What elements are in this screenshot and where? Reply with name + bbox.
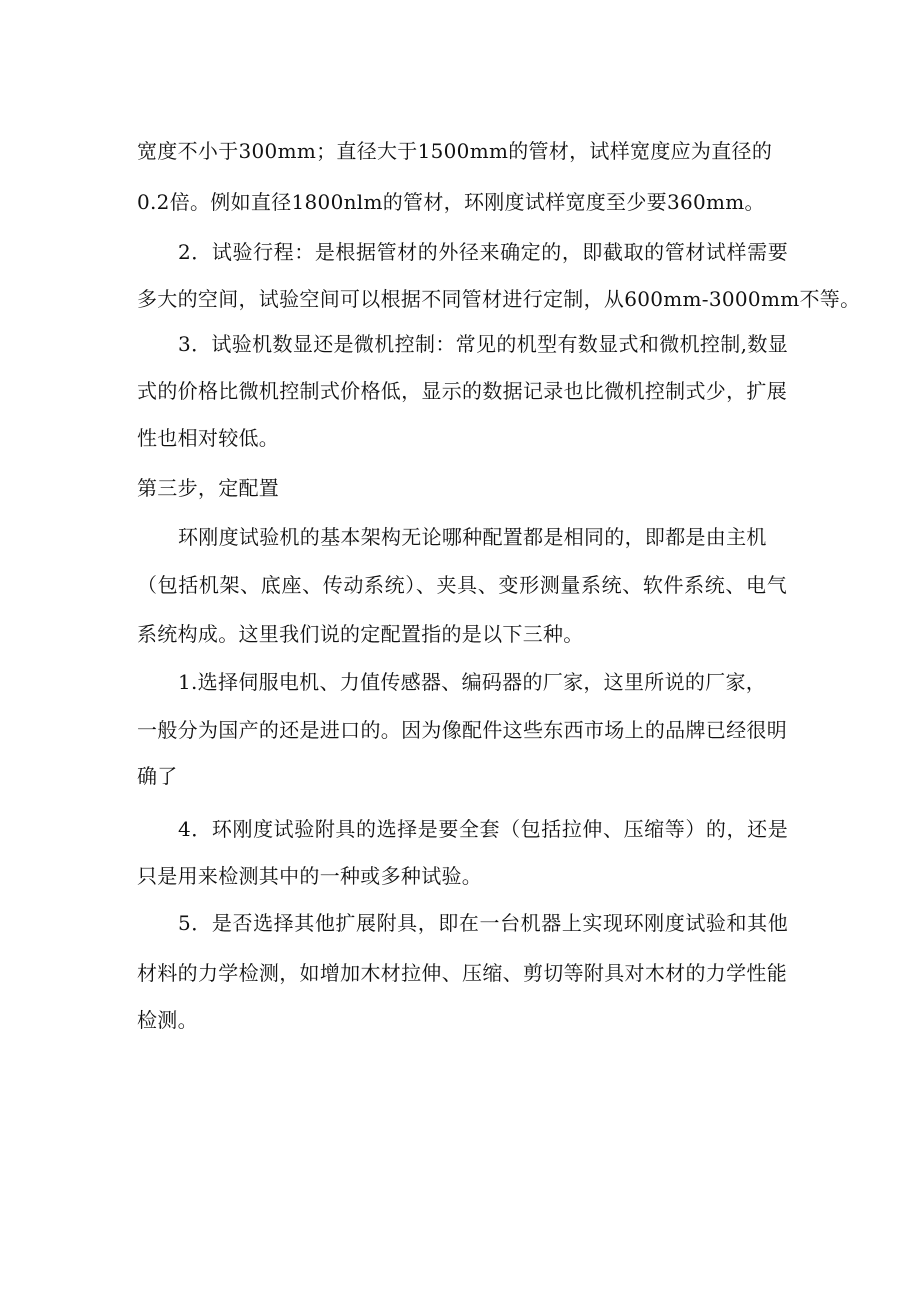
text-line: 4．环刚度试验附具的选择是要全套（包括拉伸、压缩等）的，还是 [178, 817, 788, 841]
text-line: 只是用来检测其中的一种或多种试验。 [137, 864, 483, 888]
text-line: 5．是否选择其他扩展附具，即在一台机器上实现环刚度试验和其他 [178, 911, 788, 935]
text-line: 确了 [137, 764, 178, 788]
text-line: 材料的力学检测，如增加木材拉伸、压缩、剪切等附具对木材的力学性能 [137, 961, 787, 985]
text-line: 3．试验机数显还是微机控制：常见的机型有数显式和微机控制,数显 [178, 332, 788, 356]
text-line: （包括机架、底座、传动系统）、夹具、变形测量系统、软件系统、电气 [137, 573, 787, 597]
text-line: 1.选择伺服电机、力值传感器、编码器的厂家，这里所说的厂家， [178, 670, 767, 694]
text-line: 2．试验行程：是根据管材的外径来确定的，即截取的管材试样需要 [178, 240, 788, 264]
text-line: 式的价格比微机控制式价格低，显示的数据记录也比微机控制式少，扩展 [137, 379, 787, 403]
text-line: 环刚度试验机的基本架构无论哪种配置都是相同的，即都是由主机 [178, 525, 767, 549]
section-heading: 第三步，定配置 [137, 476, 280, 500]
text-line: 性也相对较低。 [137, 426, 280, 450]
text-line: 宽度不小于300mm；直径大于1500mm的管材，试样宽度应为直径的 [137, 139, 773, 163]
text-line: 检测。 [137, 1008, 198, 1032]
text-line: 一般分为国产的还是进口的。因为像配件这些东西市场上的品牌已经很明 [137, 718, 787, 742]
text-line: 多大的空间，试验空间可以根据不同管材进行定制，从600mm-3000mm不等。 [137, 287, 861, 311]
text-line: 0.2倍。例如直径1800nlm的管材，环刚度试样宽度至少要360mm。 [137, 190, 765, 214]
text-line: 系统构成。这里我们说的定配置指的是以下三种。 [137, 622, 584, 646]
